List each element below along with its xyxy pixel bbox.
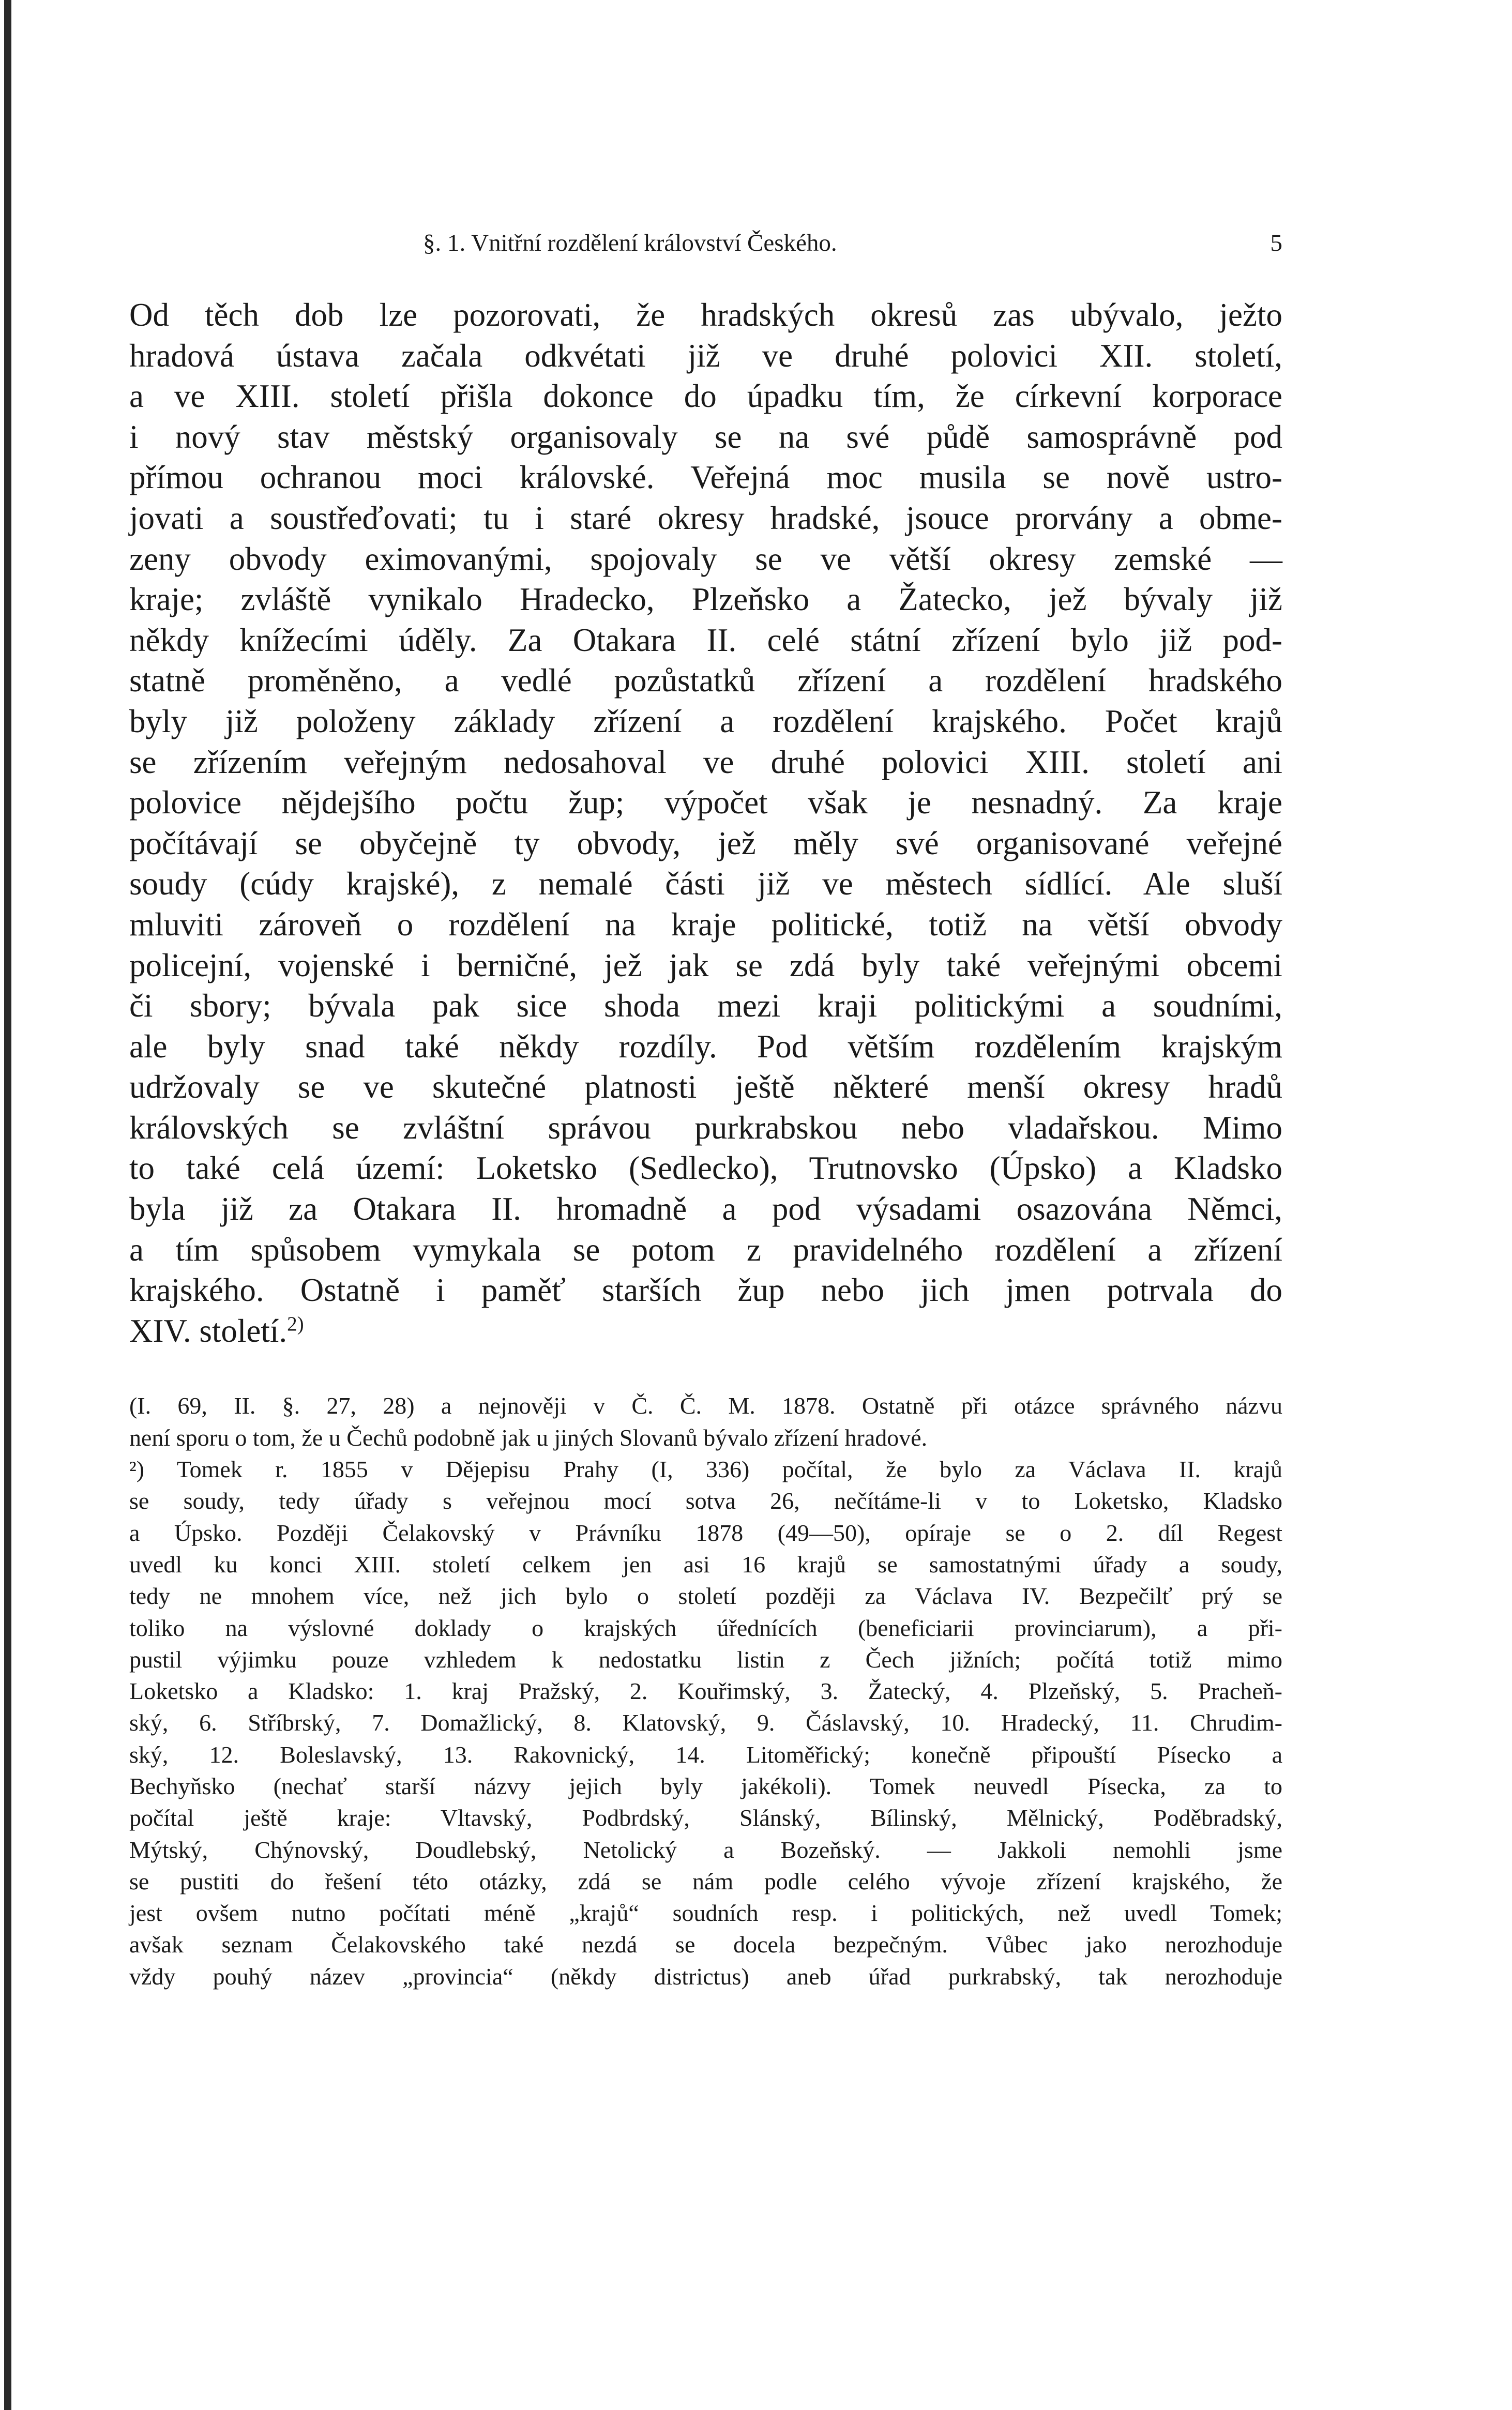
footnote-line: není sporu o tom, že u Čechů podobně jak u jiných Slovanů bývalo zřízení hradové. xyxy=(129,1424,928,1451)
text-line: či sbory; bývala pak sice shoda mezi kraji politickými a soudními, xyxy=(129,988,1282,1024)
text-line-last xyxy=(129,1311,1282,1352)
text-line: udržovaly se ve skutečné platnosti ještě některé menší okresy hradů xyxy=(129,1069,1282,1105)
footnote-line: avšak seznam Čelakovského také nezdá se docela bezpečným. Vůbec jako nerozhoduje xyxy=(129,1931,1282,1958)
text-line: krajského. Ostatně i paměť starších žup nebo jich jmen potrvala do xyxy=(129,1272,1282,1309)
text-line: to také celá území: Loketsko (Sedlecko), Trutnovsko (Úpsko) a Kladsko xyxy=(129,1150,1282,1187)
footnote-line: uvedl ku konci XIII. století celkem jen asi 16 krajů se samostatnými úřady a soudy, xyxy=(129,1551,1282,1578)
text-line: policejní, vojenské i berničné, jež jak se zdá byly také veřejnými obcemi xyxy=(129,947,1282,983)
text-line: a ve XIII. století přišla dokonce do úpadku tím, že církevní korporace xyxy=(129,378,1282,415)
footnote-line: (I. 69, II. §. 27, 28) a nejnověji v Č. Č. M. 1878. Ostatně při otázce správného názvu xyxy=(129,1392,1282,1419)
text-line: se zřízením veřejným nedosahoval ve druhé polovici XIII. století ani xyxy=(129,744,1282,780)
text-line-content: XIV. století. xyxy=(129,1312,288,1349)
footnote-mark: 2) xyxy=(287,1312,304,1335)
text-line: kraje; zvláště vynikalo Hradecko, Plzeňsko a Žatecko, jež bývaly již xyxy=(129,581,1282,618)
running-title: §. 1. Vnitřní rozdělení království Českého. xyxy=(423,230,837,256)
text-line: hradová ústava začala odkvétati již ve druhé polovici XII. století, xyxy=(129,337,1282,374)
text-line: zeny obvody eximovanými, spojovaly se ve větší okresy zemské — xyxy=(129,540,1282,577)
book-page xyxy=(129,228,1282,1992)
footnotes xyxy=(129,1390,1282,1992)
footnote-line: vždy pouhý název „provincia“ (někdy districtus) aneb úřad purkrabský, tak nerozhoduje xyxy=(129,1963,1282,1990)
scan-edge xyxy=(4,0,11,2410)
footnote-line: ský, 6. Stříbrský, 7. Domažlický, 8. Klatovský, 9. Čáslavský, 10. Hradecký, 11. Chrudim- xyxy=(129,1709,1282,1736)
text-line: polovice nějdejšího počtu žup; výpočet však je nesnadný. Za kraje xyxy=(129,784,1282,821)
text-line: byly již položeny základy zřízení a rozdělení krajského. Počet krajů xyxy=(129,703,1282,739)
main-text xyxy=(129,295,1282,1351)
text-line: statně proměněno, a vedlé pozůstatků zřízení a rozdělení hradského xyxy=(129,662,1282,699)
footnote-line: toliko na výslovné doklady o krajských úřednících (beneficiarii provinciarum), a při- xyxy=(129,1614,1282,1641)
text-line: soudy (cúdy krajské), z nemalé části již ve městech sídlící. Ale sluší xyxy=(129,866,1282,902)
text-line: počítávají se obyčejně ty obvody, jež měly své organisované veřejné xyxy=(129,825,1282,861)
footnote-line: jest ovšem nutno počítati méně „krajů“ soudních resp. i politických, než uvedl Tomek; xyxy=(129,1900,1282,1927)
text-line: někdy knížecími úděly. Za Otakara II. celé státní zřízení bylo již pod- xyxy=(129,622,1282,658)
footnote-line: ský, 12. Boleslavský, 13. Rakovnický, 14. Litoměřický; konečně připouští Písecko a xyxy=(129,1741,1282,1768)
text-line: byla již za Otakara II. hromadně a pod výsadami osazována Němci, xyxy=(129,1191,1282,1227)
text-line: královských se zvláštní správou purkrabskou nebo vladařskou. Mimo xyxy=(129,1109,1282,1146)
footnote-line: se pustiti do řešení této otázky, zdá se nám podle celého vývoje zřízení krajského, že xyxy=(129,1868,1282,1894)
footnote-line: a Úpsko. Později Čelakovský v Právníku 1878 (49—50), opíraje se o 2. díl Regest xyxy=(129,1519,1282,1546)
text-line: ale byly snad také někdy rozdíly. Pod větším rozdělením krajským xyxy=(129,1028,1282,1065)
text-line: přímou ochranou moci královské. Veřejná moc musila se nově ustro- xyxy=(129,459,1282,496)
text-line: i nový stav městský organisovaly se na své půdě samosprávně pod xyxy=(129,418,1282,455)
footnote-line: pustil výjimku pouze vzhledem k nedostatku listin z Čech jižních; počítá totiž mimo xyxy=(129,1646,1282,1673)
text-line: jovati a soustřeďovati; tu i staré okresy hradské, jsouce prorvány a obme- xyxy=(129,499,1282,536)
footnote-line: Bechyňsko (nechať starší názvy jejich byly jakékoli). Tomek neuvedl Písecka, za to xyxy=(129,1773,1282,1799)
text-line: Od těch dob lze pozorovati, že hradských okresů zas ubývalo, ježto xyxy=(129,297,1282,333)
footnote-line: počítal ještě kraje: Vltavský, Podbrdský, Slánský, Bílinský, Mělnický, Poděbradský, xyxy=(129,1805,1282,1831)
footnote-line: se soudy, tedy úřady s veřejnou mocí sotva 26, nečítáme-li v to Loketsko, Kladsko xyxy=(129,1488,1282,1514)
footnote-line: tedy ne mnohem více, než jich bylo o století později za Václava IV. Bezpečilť prý se xyxy=(129,1583,1282,1610)
text-line: mluviti zároveň o rozdělení na kraje politické, totiž na větší obvody xyxy=(129,906,1282,943)
footnote-line: Mýtský, Chýnovský, Doudlebský, Netolický a Bozeňský. — Jakkoli nemohli jsme xyxy=(129,1836,1282,1863)
text-line: a tím spůsobem vymykala se potom z pravidelného rozdělení a zřízení xyxy=(129,1231,1282,1268)
running-head xyxy=(129,228,1282,259)
page-number: 5 xyxy=(1270,230,1282,256)
footnote-line: ²) Tomek r. 1855 v Dějepisu Prahy (I, 336) počítal, že bylo za Václava II. krajů xyxy=(129,1456,1282,1483)
footnote-line: Loketsko a Kladsko: 1. kraj Pražský, 2. Kouřimský, 3. Žatecký, 4. Plzeňský, 5. Pracheň- xyxy=(129,1678,1282,1705)
